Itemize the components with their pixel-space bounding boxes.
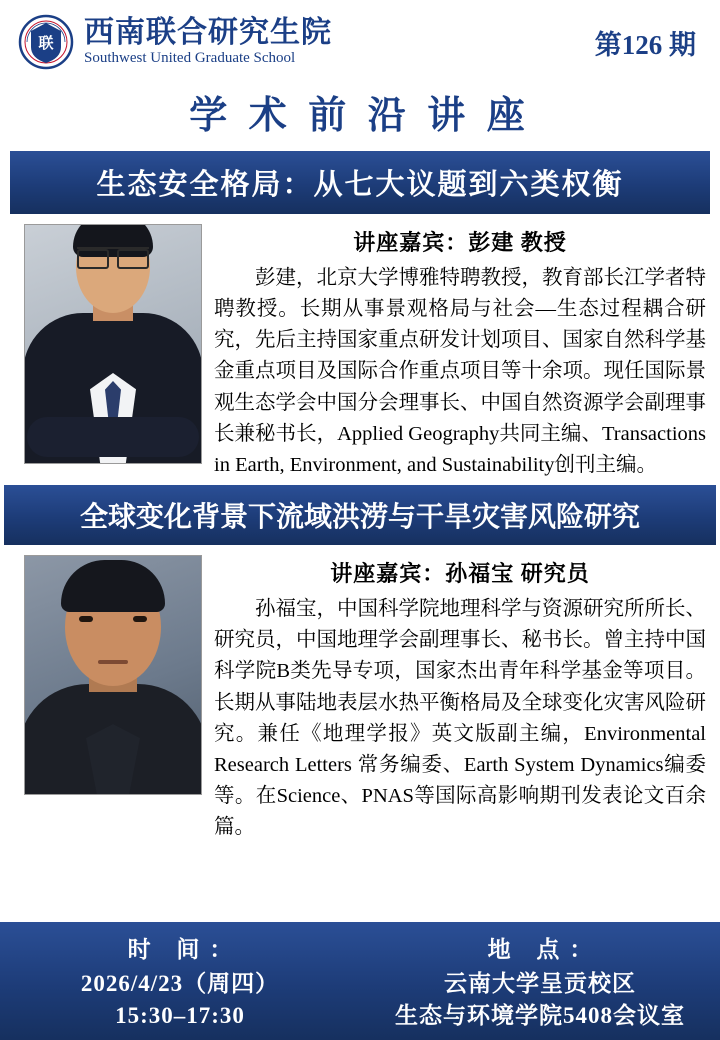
talk-body-1 [214, 224, 706, 481]
speaker-name-2: 讲座嘉宾：孙福宝 研究员 [330, 561, 590, 587]
university-crest-icon [18, 14, 74, 70]
time-value-hours: 15:30–17:30 [115, 1002, 245, 1028]
poster-footer [0, 922, 720, 1040]
speaker-portrait-peng-jian [24, 224, 200, 481]
talk-body-2 [214, 555, 706, 843]
talk-block-1 [0, 214, 720, 485]
talk-title-bar-1: 生态安全格局：从七大议题到六类权衡 [10, 151, 710, 214]
svg-text:联: 联 [38, 36, 54, 52]
place-label: 地 点： [487, 937, 603, 963]
brand-text [84, 17, 332, 66]
place-block [360, 931, 720, 1030]
place-value-campus: 云南大学呈贡校区 [444, 971, 636, 997]
page-title: 学 术 前 沿 讲 座 [189, 95, 531, 137]
brand-name-cn: 西南联合研究生院 [84, 16, 332, 50]
place-value-room: 生态与环境学院5408会议室 [395, 1002, 685, 1028]
brand-block [18, 14, 332, 70]
time-block [0, 931, 360, 1030]
brand-name-en: Southwest United Graduate School [84, 49, 296, 66]
speaker-name-1: 讲座嘉宾：彭建 教授 [353, 230, 567, 255]
issue-number: 第126 期 [594, 29, 696, 60]
speaker-bio-2: 孙福宝，中国科学院地理科学与资源研究所所长、研究员，中国地理学会副理事长、秘书长。曾主持中国科学院B类先导专项，国家杰出青年科学基金等项目。长期从事陆地表层水热平衡格局及全球变化灾害风险研究。兼任《地理学报》英文版副主编，Environmental Research Letters 常务编委、Earth System Dynamics编委等。在Science、PNAS等国际高影响期刊发表论文百余篇。 [214, 598, 706, 839]
speaker-portrait-sun-fubao [24, 555, 200, 843]
talk-block-2 [0, 545, 720, 847]
time-value-date: 2026/4/23（周四） [80, 971, 280, 997]
talk-title-bar-2: 全球变化背景下流域洪涝与干旱灾害风险研究 [4, 485, 716, 545]
poster-header [0, 0, 720, 74]
speaker-bio-1: 彭建，北京大学博雅特聘教授，教育部长江学者特聘教授。长期从事景观格局与社会—生态过程耦合研究，先后主持国家重点研发计划项目、国家自然科学基金重点项目及国际合作重点项目等十余项。现任国际景观生态学会中国分会理事长、中国自然资源学会副理事长兼秘书长，Applied Geography共同主编、Transactions in Earth, Environment, and Sustainability创刊主编。 [214, 267, 706, 476]
time-label: 时 间： [127, 937, 243, 963]
